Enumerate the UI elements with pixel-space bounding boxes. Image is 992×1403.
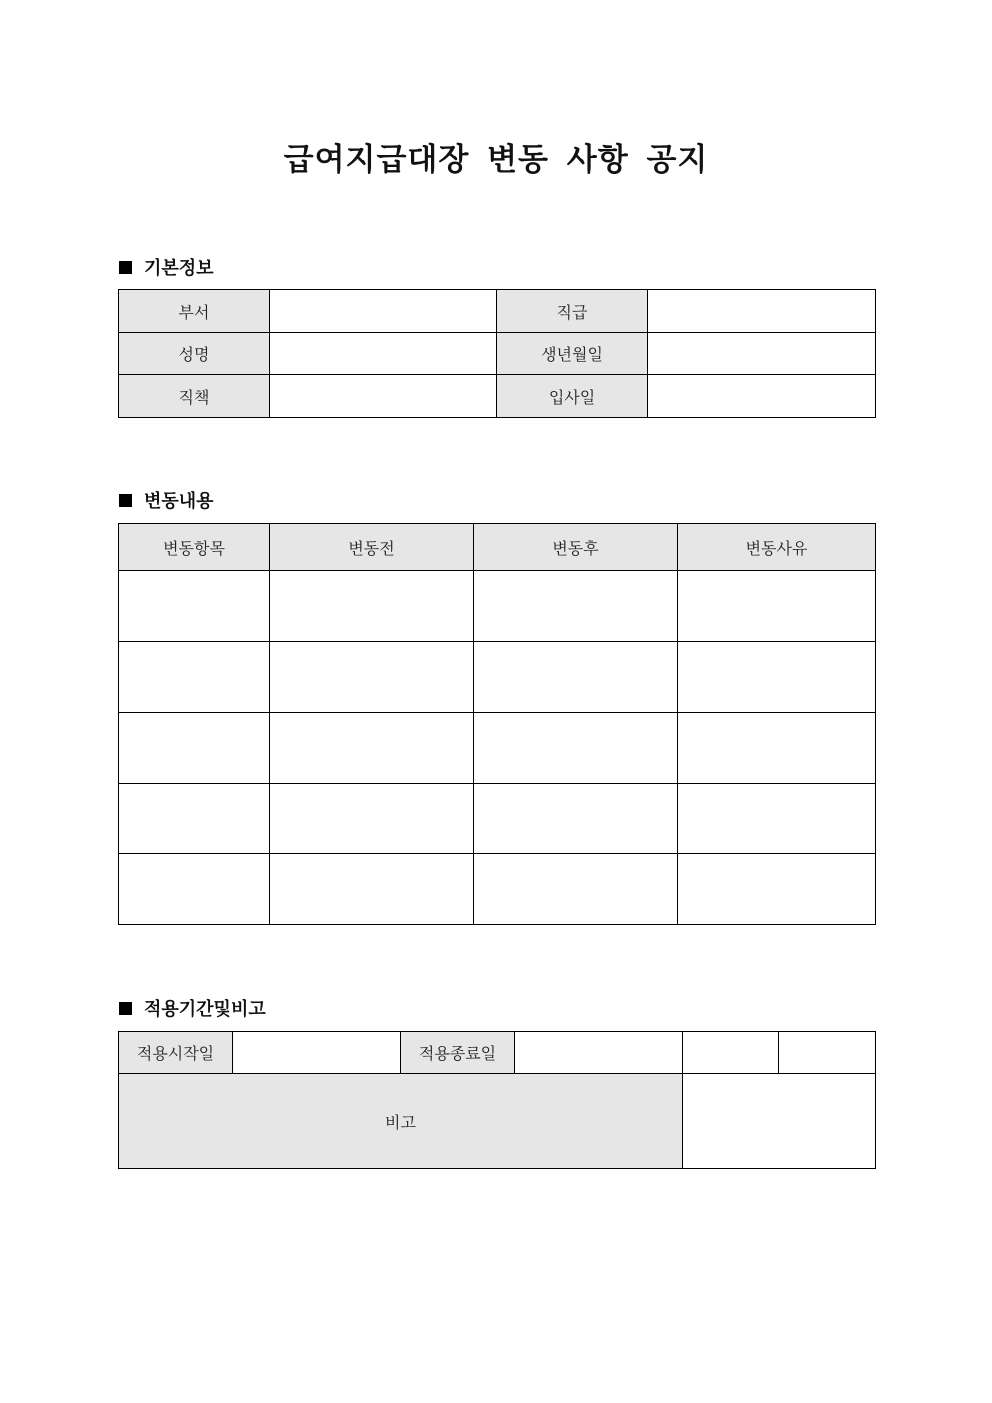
change-after-cell[interactable]	[474, 571, 678, 642]
birthdate-label: 생년월일	[497, 333, 648, 375]
table-row	[119, 290, 876, 333]
column-header-item: 변동항목	[119, 524, 270, 571]
change-item-cell[interactable]	[119, 784, 270, 854]
column-header-before: 변동전	[270, 524, 474, 571]
department-label: 부서	[119, 290, 270, 333]
basic-info-heading-label: 기본정보	[144, 258, 214, 279]
change-before-cell[interactable]	[270, 713, 474, 784]
basic-info-table	[118, 289, 876, 418]
column-header-after: 변동후	[474, 524, 678, 571]
period-heading-label: 적용기간및비고	[144, 999, 266, 1020]
basic-info-heading	[119, 254, 214, 280]
name-label: 성명	[119, 333, 270, 375]
end-date-field[interactable]	[515, 1032, 683, 1074]
change-before-cell[interactable]	[270, 642, 474, 713]
change-item-cell[interactable]	[119, 713, 270, 784]
job-title-label: 직책	[119, 375, 270, 418]
change-after-cell[interactable]	[474, 713, 678, 784]
change-reason-cell[interactable]	[678, 571, 876, 642]
square-bullet-icon	[119, 261, 132, 274]
table-header-row	[119, 524, 876, 571]
hire-date-field[interactable]	[648, 375, 876, 418]
page-title: 급여지급대장 변동 사항 공지	[283, 142, 709, 178]
remarks-field[interactable]	[683, 1074, 876, 1169]
hire-date-label: 입사일	[497, 375, 648, 418]
position-label: 직급	[497, 290, 648, 333]
remarks-label: 비고	[119, 1074, 683, 1169]
table-row	[119, 713, 876, 784]
square-bullet-icon	[119, 1002, 132, 1015]
birthdate-field[interactable]	[648, 333, 876, 375]
change-after-cell[interactable]	[474, 642, 678, 713]
change-item-cell[interactable]	[119, 642, 270, 713]
end-date-label: 적용종료일	[401, 1032, 515, 1074]
table-row	[119, 1074, 876, 1169]
table-row	[119, 1032, 876, 1074]
changes-heading	[119, 487, 214, 513]
period-table	[118, 1031, 876, 1169]
name-field[interactable]	[270, 333, 497, 375]
changes-heading-label: 변동내용	[144, 491, 214, 512]
position-field[interactable]	[648, 290, 876, 333]
job-title-field[interactable]	[270, 375, 497, 418]
table-row	[119, 854, 876, 925]
department-field[interactable]	[270, 290, 497, 333]
square-bullet-icon	[119, 494, 132, 507]
table-row	[119, 571, 876, 642]
change-reason-cell[interactable]	[678, 854, 876, 925]
column-header-reason: 변동사유	[678, 524, 876, 571]
change-before-cell[interactable]	[270, 571, 474, 642]
period-heading	[119, 995, 266, 1021]
change-reason-cell[interactable]	[678, 784, 876, 854]
change-reason-cell[interactable]	[678, 642, 876, 713]
table-row	[119, 784, 876, 854]
table-row	[119, 333, 876, 375]
change-item-cell[interactable]	[119, 854, 270, 925]
change-item-cell[interactable]	[119, 571, 270, 642]
change-after-cell[interactable]	[474, 784, 678, 854]
table-row	[119, 642, 876, 713]
change-reason-cell[interactable]	[678, 713, 876, 784]
change-before-cell[interactable]	[270, 854, 474, 925]
extra-field-1[interactable]	[683, 1032, 779, 1074]
start-date-field[interactable]	[233, 1032, 401, 1074]
table-row	[119, 375, 876, 418]
change-after-cell[interactable]	[474, 854, 678, 925]
extra-field-2[interactable]	[779, 1032, 876, 1074]
changes-table	[118, 523, 876, 925]
start-date-label: 적용시작일	[119, 1032, 233, 1074]
change-before-cell[interactable]	[270, 784, 474, 854]
